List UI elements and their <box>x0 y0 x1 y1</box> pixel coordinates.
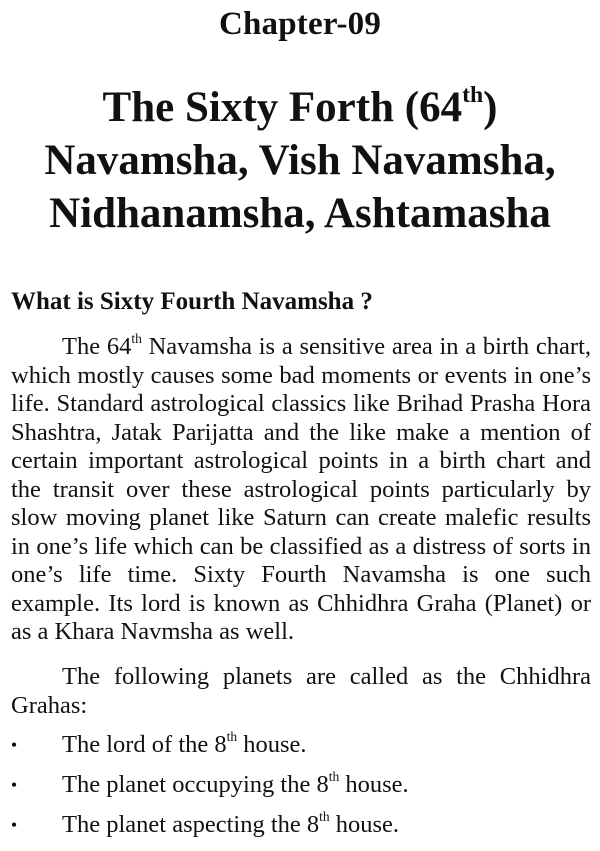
paragraph-chhidhra-grahas: The following planets are called as the Chhidhra Grahas: <box>11 663 591 719</box>
list-text: The lord of the 8 <box>62 731 227 758</box>
list-item-text <box>62 728 307 759</box>
list-text: house. <box>329 811 400 838</box>
list-item-text <box>62 808 400 839</box>
list-text: The planet occupying the 8 <box>62 771 329 798</box>
paragraph-text: Navamsha is a sensitive area in a birth chart, which mostly causes some bad moments or events in one’s life. Standard astrological classics like Brihad Prasha Hora Shashtra, Jatak Parijatta and the like make a mention of certain important astrological points in a birth chart and the transit over these astrological points particularly by slow moving planet like Saturn can create malefic results in one’s life which can be classified as a distress of sorts in one’s life time. Sixty Fourth Navamsha is one such example. Its lord is known as Chhidhra Graha (Planet) or as a Khara Navmsha as well. <box>11 333 591 645</box>
list-text: The planet aspecting the 8 <box>62 811 320 838</box>
list-text: house. <box>237 731 307 758</box>
bullet-icon: • <box>10 815 18 835</box>
bullet-icon: • <box>10 775 18 795</box>
list-item <box>0 768 600 811</box>
ordinal-superscript: th <box>226 728 238 744</box>
ordinal-superscript: th <box>319 808 330 824</box>
list-text: house. <box>339 771 409 798</box>
chapter-title-line-3: Nidhanamsha, Ashtamasha <box>49 190 551 237</box>
bullet-icon: • <box>10 735 18 755</box>
chapter-title-line-2: Navamsha, Vish Navamsha, <box>44 137 556 184</box>
ordinal-superscript: th <box>131 330 142 346</box>
section-heading: What is Sixty Fourth Navamsha ? <box>11 288 373 315</box>
list-item <box>0 808 600 851</box>
list-item-text <box>62 768 409 799</box>
chapter-title <box>0 81 600 240</box>
paragraph-intro <box>11 330 591 647</box>
chapter-label: Chapter-09 <box>218 6 382 42</box>
title-text: The Sixty Forth (64 <box>102 84 463 131</box>
ordinal-superscript: th <box>328 768 340 784</box>
chapter-title-line-1 <box>0 81 600 134</box>
title-text: ) <box>483 84 498 131</box>
paragraph-text: The 64 <box>62 333 132 360</box>
list-item <box>0 728 600 771</box>
chhidhra-grahas-list <box>0 728 600 851</box>
ordinal-superscript: th <box>462 82 484 109</box>
